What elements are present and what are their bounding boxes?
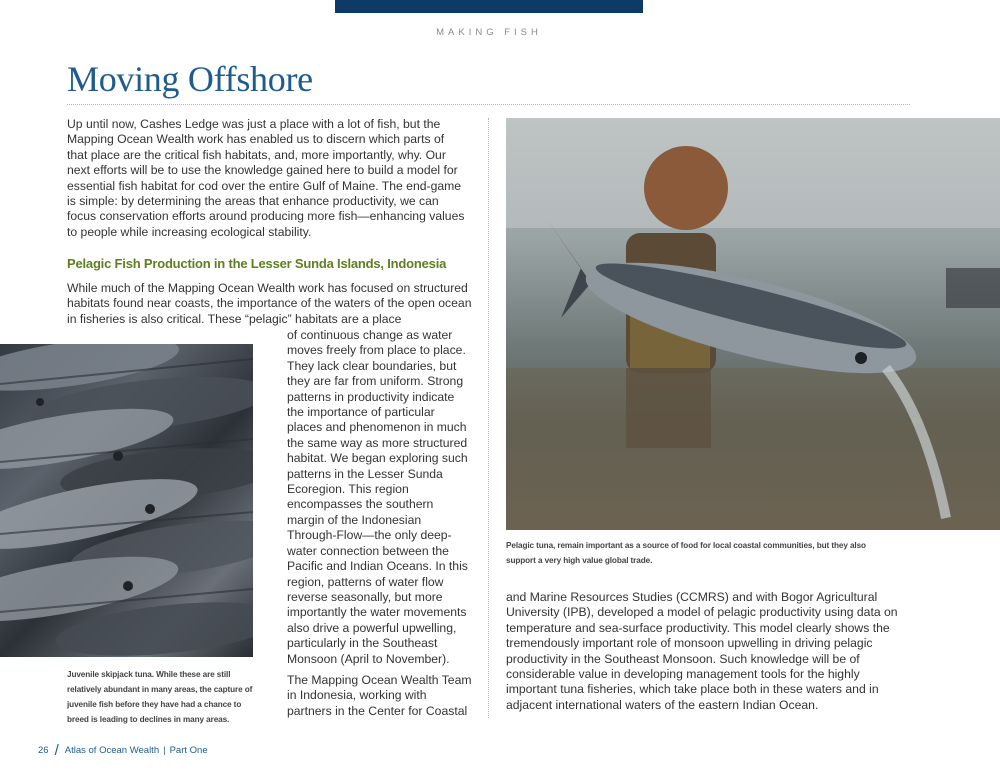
column-divider <box>488 118 489 718</box>
title-divider <box>67 104 910 105</box>
skipjack-tuna-photo <box>0 344 253 657</box>
page-number: 26 <box>38 745 49 756</box>
footer-slash: / <box>54 742 59 759</box>
boy-with-tuna-photo <box>506 118 1000 530</box>
body-paragraph-continued: of continuous change as water moves freely from place to place. They lack clear boundaries, but they are far from uniform. Strong patterns in productivity indicate the importance of particular places and phenomenon in much the same way as more structured habitat. We began exploring such patterns in the Lesser Sunda Ecoregion. This region encompasses the southern margin of the Indonesian Through-Flow—the only deep-water connection between the Pacific and Indian Oceans. In this region, patterns of water flow reverse seasonally, but more importantly the water movements also drive a powerful upwelling, particularly in the Southeast Monsoon (April to November). <box>287 328 468 666</box>
page-title: Moving Offshore <box>67 59 313 99</box>
intro-paragraph: Up until now, Cashes Ledge was just a place with a lot of fish, but the Mapping Ocean Wealth work has enabled us to discern which parts of that place are the critical fish habitats, and, more importantly, why. Our next efforts will be to use the knowledge gained here to build a model for essential fish habitat for cod over the entire Gulf of Maine. The end-game is simple: by determining the areas that enhance productivity, we can focus conservation efforts around producing more fish—enhancing values to people while increasing ecological stability. <box>67 117 465 239</box>
body-paragraph-team: The Mapping Ocean Wealth Team in Indonesia, working with partners in the Center for Coastal <box>287 673 472 718</box>
section-subheading: Pelagic Fish Production in the Lesser Sunda Islands, Indonesia <box>67 256 447 271</box>
body-paragraph-pelagic: While much of the Mapping Ocean Wealth work has focused on structured habitats found near coasts, the importance of the waters of the open ocean in fisheries is also critical. These “pelagic” habitats are a place <box>67 281 472 326</box>
body-paragraph-right: and Marine Resources Studies (CCMRS) and with Bogor Agricultural University (IPB), developed a model of pelagic productivity using data on temperature and sea-surface productivity. This model clearly shows the tremendously important role of monsoon upwelling in driving pelagic productivity in the Southeast Monsoon. Such knowledge will be of considerable value in developing management tools for the highly important tuna fisheries, which take place both in these waters and in adjacent international waters of the eastern Indian Ocean. <box>506 590 898 712</box>
footer-separator: | <box>163 745 166 756</box>
header-bar <box>335 0 643 13</box>
section-label: MAKING FISH <box>436 27 542 38</box>
skipjack-photo-caption: Juvenile skipjack tuna. While these are still relatively abundant in many areas, the capture of juvenile fish before they have had a chance to breed is leading to declines in many areas. <box>67 670 253 724</box>
page-footer <box>38 740 208 757</box>
book-title: Atlas of Ocean Wealth <box>64 745 160 756</box>
boy-photo-caption: Pelagic tuna, remain important as a source of food for local coastal communities, but they also support a very high value global trade. <box>506 541 866 565</box>
book-part: Part One <box>169 745 208 756</box>
